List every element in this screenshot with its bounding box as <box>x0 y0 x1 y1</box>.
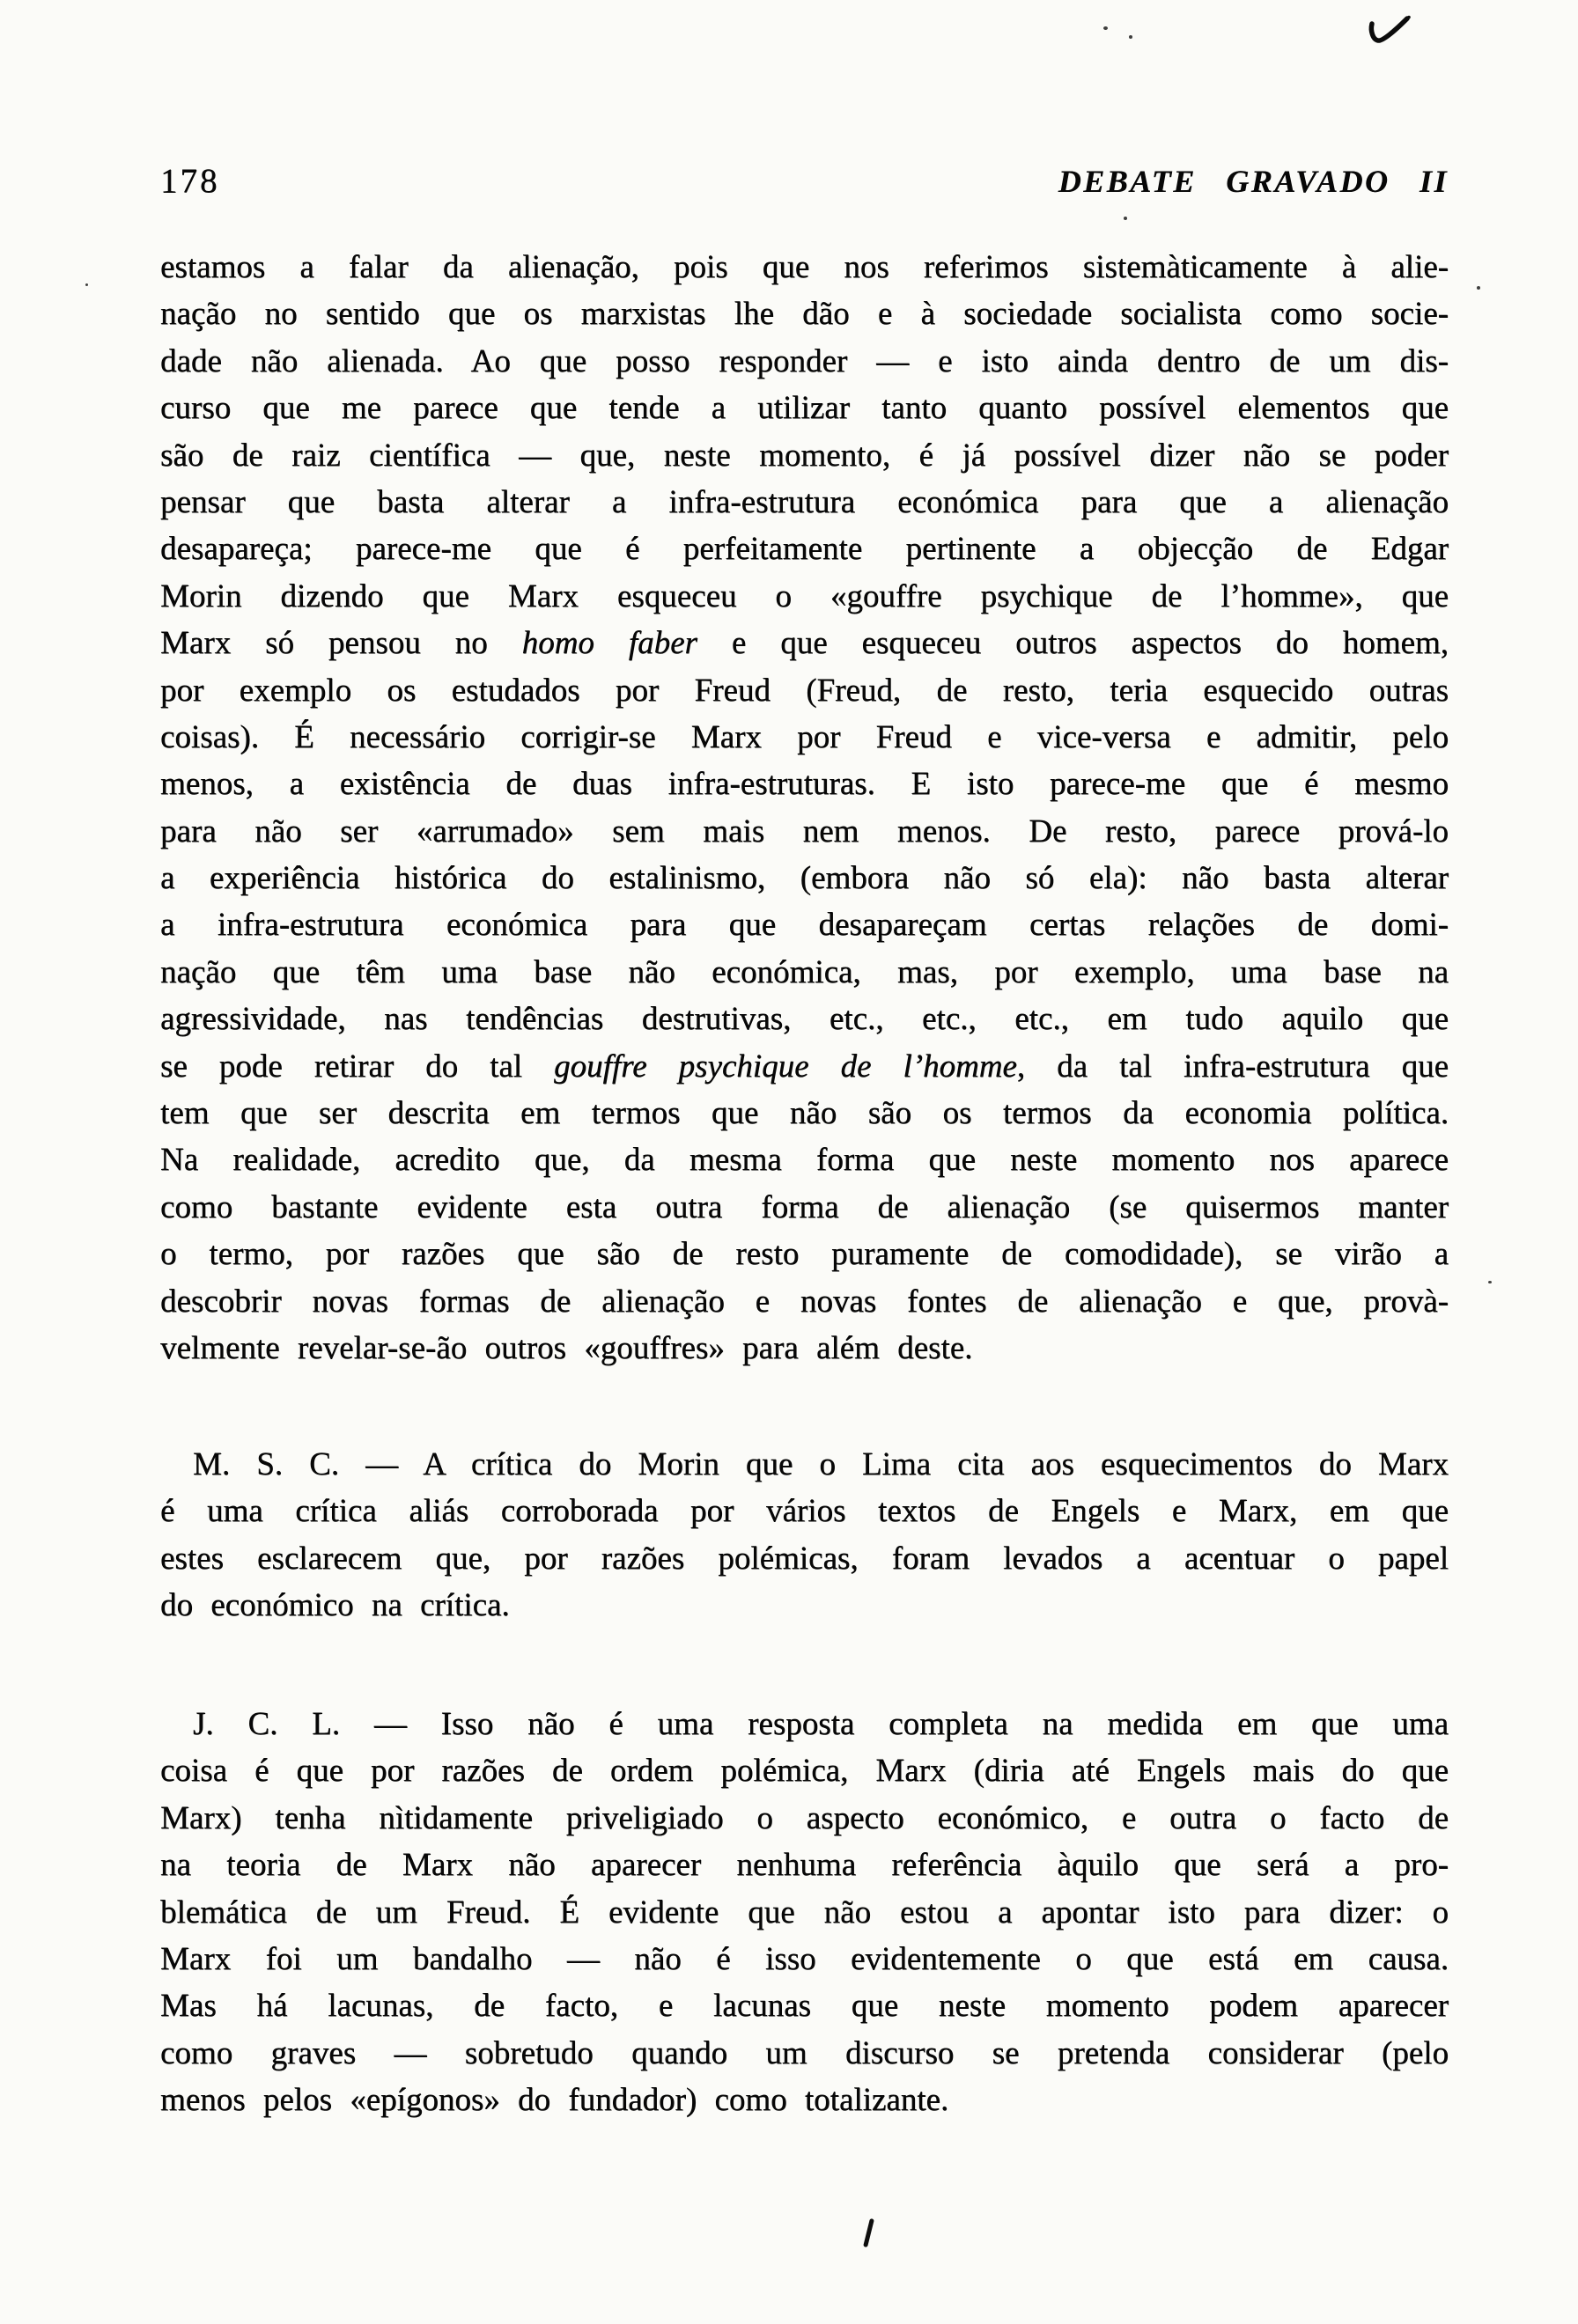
italic-phrase: gouffre psychique de l’homme <box>554 1048 1017 1085</box>
text-line: agressividade, nas tendências destrutivas, etc., etc., etc., em tudo aquilo que <box>160 1001 1449 1038</box>
text-line: Na realidade, acredito que, da mesma forma que neste momento nos aparece <box>160 1142 1449 1179</box>
text-line: por exemplo os estudados por Freud (Freud, de resto, teria esquecido outras <box>160 672 1449 709</box>
text-line: o termo, por razões que são de resto puramente de comodidade), se virão a <box>160 1236 1449 1273</box>
text-line: J. C. L. — Isso não é uma resposta completa na medida em que uma <box>193 1706 1449 1742</box>
text-segment: Marx só pensou no <box>160 625 522 662</box>
text-line: velmente revelar-se-ão outros «gouffres» para além deste. <box>160 1329 973 1366</box>
text-segment: se pode retirar do tal <box>160 1048 555 1085</box>
text-line: desapareça; parece-me que é perfeitamente pertinente a objecção de Edgar <box>160 531 1449 568</box>
running-title: DEBATE GRAVADO II <box>1058 164 1449 199</box>
text-line: é uma crítica aliás corroborada por vários textos de Engels e Marx, em que <box>160 1493 1449 1530</box>
italic-phrase: homo faber <box>521 625 697 662</box>
text-line: na teoria de Marx não aparecer nenhuma referência àquilo que será a pro- <box>160 1847 1449 1884</box>
text-line: pensar que basta alterar a infra-estrutura económica para que a alienação <box>160 483 1449 520</box>
text-line: dade não alienada. Ao que posso responder — e isto ainda dentro de um dis- <box>160 342 1449 379</box>
scan-speck <box>1488 1281 1492 1283</box>
text-line: são de raiz científica — que, neste momento, é já possível dizer não se poder <box>160 437 1449 474</box>
stray-pen-mark <box>863 2218 874 2247</box>
text-segment: e que esqueceu outros aspectos do homem, <box>697 625 1449 662</box>
text-line: coisa é que por razões de ordem polémica, Marx (diria até Engels mais do que <box>160 1753 1449 1790</box>
text-line: curso que me parece que tende a utilizar tanto quanto possível elementos que <box>160 390 1449 427</box>
text-line: descobrir novas formas de alienação e novas fontes de alienação e que, provà- <box>160 1283 1449 1320</box>
text-line: a experiência histórica do estalinismo, (embora não só ela): não basta alterar <box>160 860 1449 897</box>
text-line: Mas há lacunas, de facto, e lacunas que neste momento podem aparecer <box>160 1988 1449 2025</box>
text-line: como graves — sobretudo quando um discurso se pretenda considerar (pelo <box>160 2034 1449 2071</box>
paragraph-continuation <box>160 244 1449 1372</box>
page-number: 178 <box>160 162 220 200</box>
text-line: estamos a falar da alienação, pois que nos referimos sistemàticamente à alie- <box>160 249 1449 285</box>
text-line: nação no sentido que os marxistas lhe dão e à sociedade socialista como socie- <box>160 296 1449 333</box>
text-line: coisas). É necessário corrigir-se Marx por Freud e vice-versa e admitir, pelo <box>160 718 1449 755</box>
text-line: blemática de um Freud. É evidente que não estou a apontar isto para dizer: o <box>160 1894 1449 1931</box>
text-line: menos pelos «epígonos» do fundador) como totalizante. <box>160 2082 949 2119</box>
scan-speck <box>1124 217 1127 220</box>
scan-speck <box>1477 286 1480 290</box>
running-head <box>160 161 1449 201</box>
text-line <box>160 620 1449 666</box>
text-line: Marx) tenha nìtidamente priveligiado o aspecto económico, e outra o facto de <box>160 1799 1449 1836</box>
paragraph-jcl <box>160 1701 1449 2124</box>
text-line: M. S. C. — A crítica do Morin que o Lima cita aos esquecimentos do Marx <box>193 1446 1449 1482</box>
handwritten-checkmark-icon <box>1368 14 1415 46</box>
text-line: como bastante evidente esta outra forma de alienação (se quisermos manter <box>160 1188 1449 1225</box>
text-line: Morin dizendo que Marx esqueceu o «gouffre psychique de l’homme», que <box>160 577 1449 614</box>
scan-speck <box>1103 26 1108 30</box>
text-line: nação que têm uma base não económica, mas, por exemplo, uma base na <box>160 953 1449 990</box>
text-line: do económico na crítica. <box>160 1587 510 1624</box>
scan-speck <box>85 283 88 286</box>
text-line: a infra-estrutura económica para que desapareçam certas relações de domi- <box>160 907 1449 944</box>
text-line: estes esclarecem que, por razões polémicas, foram levados a acentuar o papel <box>160 1540 1449 1577</box>
text-line: Marx foi um bandalho — não é isso evidentemente o que está em causa. <box>160 1940 1449 1977</box>
text-line: tem que ser descrita em termos que não são os termos da economia política. <box>160 1095 1449 1132</box>
paragraph-msc <box>160 1441 1449 1629</box>
text-line <box>160 1043 1449 1090</box>
scan-speck <box>1129 35 1132 39</box>
text-line: menos, a existência de duas infra-estruturas. E isto parece-me que é mesmo <box>160 766 1449 803</box>
text-line: para não ser «arrumado» sem mais nem menos. De resto, parece prová-lo <box>160 813 1449 849</box>
text-segment: , da tal infra-estrutura que <box>1016 1048 1449 1085</box>
